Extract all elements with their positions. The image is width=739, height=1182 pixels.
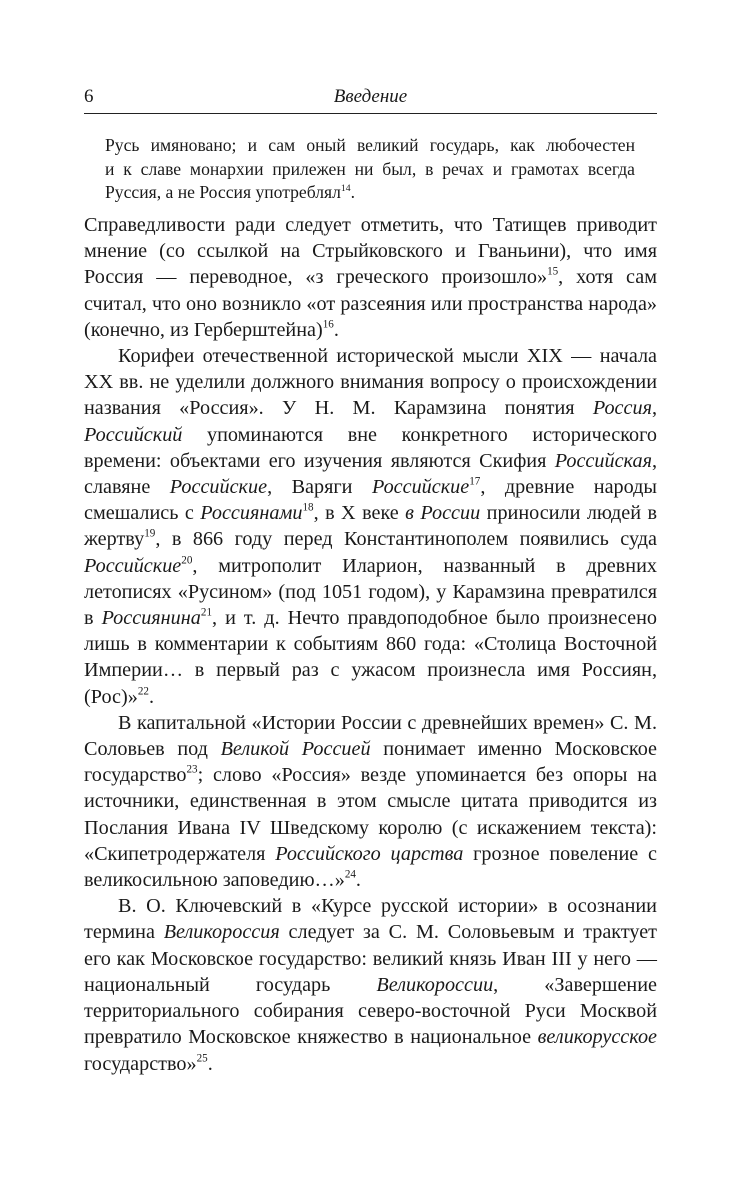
quote-line: Руссия, а не Россия употреблял$^{14}$. — [105, 182, 355, 202]
italic-term: Российские — [84, 554, 182, 577]
text-run: следует за С. М. Соловьевым и трактует его как Московское государство: великий князь Иван III у него — национальный государь — [84, 921, 657, 996]
running-title: Введение — [333, 86, 408, 107]
text-run: грозное повеление с великосильною заповедию…» — [84, 842, 657, 892]
text-run: , в X веке — [313, 502, 406, 525]
footnote-ref: 25 — [196, 1052, 208, 1065]
footnote-ref: 23 — [186, 763, 198, 776]
footnote-ref: 21 — [200, 606, 212, 619]
text-run: , «Завершение территориального собирания северо-восточной Руси Москвой превратило Московское княжество в национальное — [84, 973, 657, 1049]
footnote-ref: 24 — [344, 868, 356, 881]
text-run: Корифеи отечественной исторической мысли XIX — начала XX вв. не уделили должного внимания вопросу о происхождении названия «Россия». У Н. М. Карамзина понятия — [84, 345, 657, 420]
text-run: , митрополит Иларион, названный в древних летописях «Русином» (под 1051 годом), у Карамзина превратился в — [84, 554, 657, 630]
paragraph — [84, 710, 657, 893]
paragraph — [84, 893, 657, 1076]
text-run: . — [355, 869, 361, 892]
text-run: , хотя сам считал, что оно возникло «от разсеяния или пространства народа» (конечно, из Герберштейна) — [84, 266, 658, 341]
text-run: В капитальной «Истории России с древнейших времен» С. М. Соловьев под — [84, 711, 657, 761]
italic-term: Великой Россией — [220, 738, 371, 761]
italic-term: Великороссия — [163, 921, 280, 944]
quote-text: Руссия, а не Россия употреблял — [105, 182, 341, 202]
footnote-ref: 22 — [137, 685, 149, 698]
italic-term: Российские — [371, 476, 470, 499]
text-run: государство» — [84, 1052, 197, 1075]
page-number: 6 — [84, 86, 94, 107]
text-run: приносили людей в жертву — [84, 502, 657, 551]
italic-term: Россия — [592, 397, 652, 420]
text-run: , древние народы смешались с — [84, 476, 657, 525]
text-run: Справедливости ради следует отметить, что Татищев приводит мнение (со ссылкой на Стрыйковского и Гваньини), что имя Россия — переводное, «з греческого произошло» — [84, 214, 657, 289]
italic-term: в России — [405, 502, 481, 525]
footnote-ref: 16 — [322, 318, 334, 331]
text-run: . — [207, 1052, 213, 1075]
quote-line: и к славе монархии прилежен ни был, в речах и грамотах всегда — [105, 158, 635, 179]
footnote-ref: 20 — [181, 554, 193, 567]
italic-term: Российская — [554, 449, 652, 472]
text-run: . — [148, 685, 154, 708]
page-header — [84, 86, 657, 110]
footnote-ref: 19 — [144, 528, 156, 541]
footnote-ref: 15 — [547, 266, 559, 279]
text-run: , Варяги — [267, 476, 372, 499]
text-run: упоминаются вне конкретного исторического времени: объектами его изучения являются Скифия — [84, 423, 657, 472]
footnote-ref: 17 — [469, 475, 481, 488]
text-run: , в 866 году перед Константинополем появились суда — [155, 528, 657, 551]
footnote-ref: 18 — [302, 501, 314, 514]
paragraph — [84, 212, 657, 343]
text-run: , — [651, 397, 657, 420]
text-run: . — [333, 318, 339, 341]
italic-term: Россиянина — [101, 607, 201, 630]
quote-line: Русь имяновано; и сам оный великий государь, как любочестен — [105, 135, 635, 155]
italic-term: великорусское — [537, 1026, 657, 1049]
text-run: ; слово «Россия» везде упоминается без опоры на источники, единственная в этом смысле цитата приводится из Послания Ивана IV Шведскому королю (с искажением текста): «Скипетродержателя — [84, 764, 657, 865]
italic-term: Великороссии — [376, 973, 494, 996]
paragraph — [84, 343, 657, 710]
italic-term: Российские — [169, 476, 268, 499]
italic-term: Российского царства — [275, 842, 464, 865]
italic-term: Россиянами — [200, 502, 303, 525]
text-run: , и т. д. Нечто правдоподобное было произнесено лишь в комментарии к событиям 860 года: «Столица Восточной Империи… в первый раз с ужасом произнесла имя Россиян, (Рос)» — [84, 607, 657, 708]
text-run: , славяне — [84, 449, 657, 499]
italic-term: Российский — [84, 423, 183, 446]
text-run: В. О. Ключевский в «Курсе русской истории» в осознании термина — [84, 895, 657, 944]
body-text — [84, 212, 657, 1077]
header-rule — [84, 113, 657, 114]
footnote-ref: 14 — [340, 182, 351, 194]
block-quote — [105, 134, 635, 205]
text-run: понимает именно Московское государство — [84, 738, 657, 787]
